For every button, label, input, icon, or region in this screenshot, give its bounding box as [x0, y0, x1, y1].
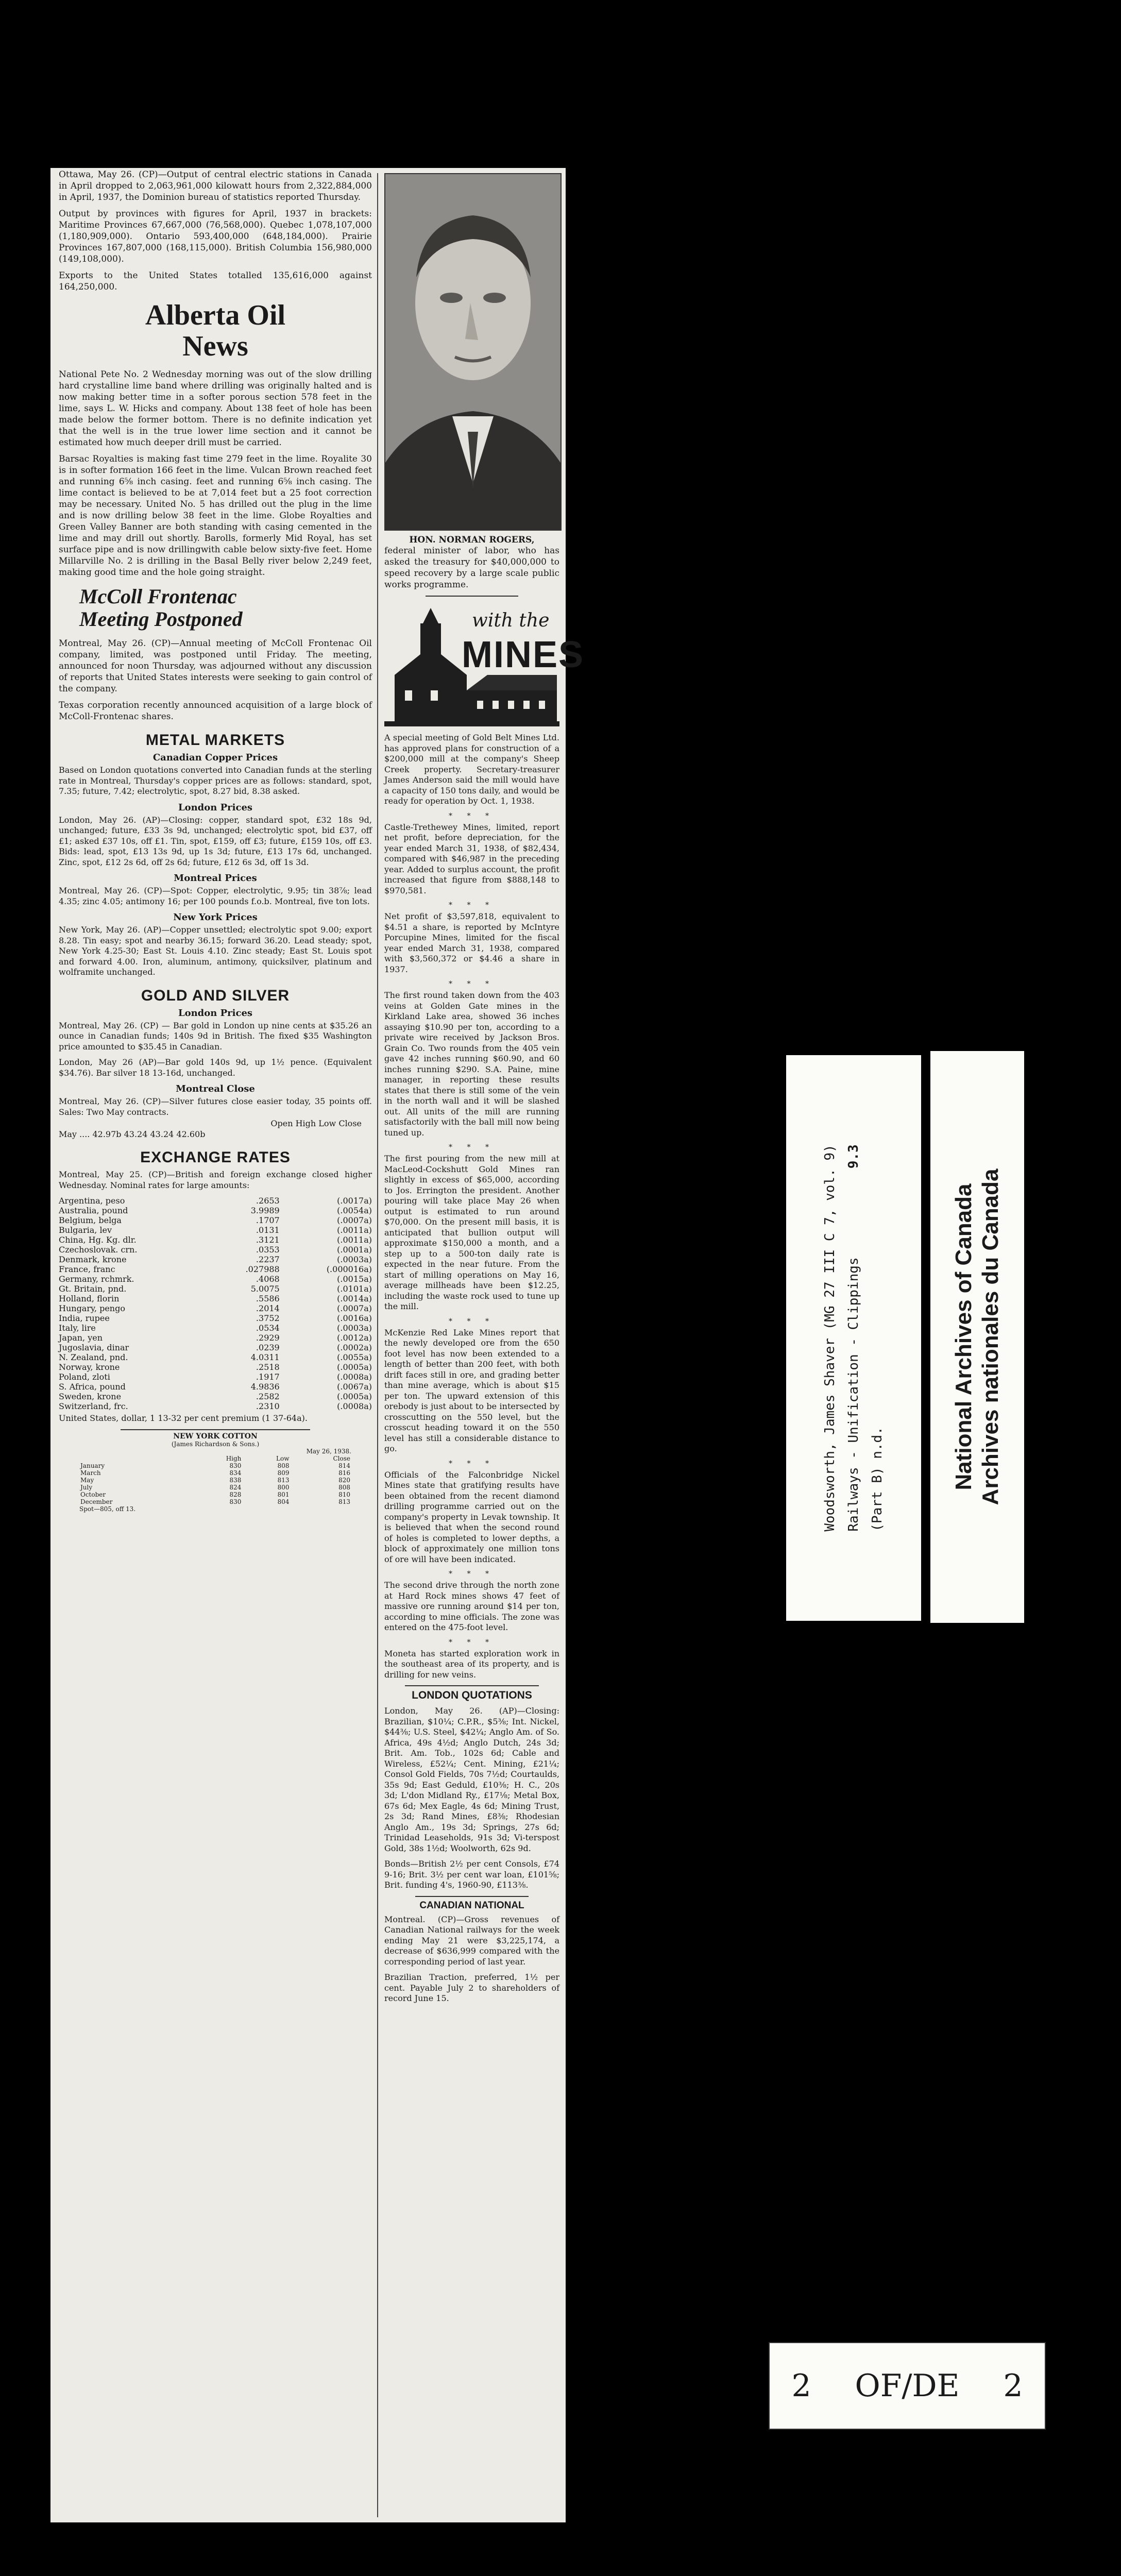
exchange-row	[59, 1235, 372, 1245]
cotton-row	[79, 1477, 351, 1484]
rate-value: .2014	[256, 1303, 280, 1313]
rate-value: .5586	[256, 1294, 280, 1303]
subheading: Canadian Copper Prices	[152, 752, 278, 763]
paragraph: London, May 26 (AP)—Bar gold 140s 9d, up 1½ pence. (Equivalent $34.76). Bar silver 18 13-16d, unchanged.	[59, 1057, 372, 1078]
paragraph: Montreal. (CP)—Gross revenues of Canadian National railways for the week ending May 21 were $3,225,174, a decrease of $636,999 compared with the corresponding period of last year.	[384, 1914, 559, 1967]
exchange-row	[59, 1255, 372, 1264]
paragraph: Montreal, May 26. (CP)—Annual meeting of McColl Frontenac Oil company, limited, was postponed until Friday. The meeting, announced for noon Thursday, was adjourned without any discussion of reports that United States interests were seeking to gain control of the company.	[59, 638, 372, 694]
rate-value: .2653	[256, 1196, 280, 1206]
frame-id-right: 2	[1003, 2368, 1023, 2404]
institution-english: National Archives of Canada	[951, 1183, 976, 1490]
heading-metal-markets: METAL MARKETS	[145, 732, 285, 749]
exchange-row	[59, 1401, 372, 1411]
separator: * * *	[449, 901, 495, 909]
paragraph: Officials of the Falconbridge Nickel Mines state that gratifying results have been obtained from the recent diamond drilling programme carried out on the company's property in Levak township. It is believed that when the second round of holes is completed to lower depths, a block of approximately one million tons of ore will have been indicated.	[384, 1469, 559, 1564]
rate-value: .3752	[256, 1313, 280, 1323]
separator: * * *	[449, 811, 495, 820]
rate-value: .0534	[256, 1323, 280, 1333]
paragraph: Based on London quotations converted into Canadian funds at the sterling rate in Montreal, Thursday's copper prices are as follows: standard, spot, 7.35; future, 7.42; electrolytic, spot, 8.27 bid, 8.38 asked.	[59, 765, 372, 796]
institution-french: Archives nationales du Canada	[978, 1168, 1003, 1505]
exchange-row	[59, 1313, 372, 1323]
reference-text-block	[818, 1144, 889, 1531]
paragraph: Barsac Royalties is making fast time 279 feet in the lime. Royalite 30 is in softer formation 166 feet in the lime. Vulcan Brown reached feet and running 6⅝ inch casing. feet and running 6⅝ inch casing. The lime contact is believed to be at 7,014 feet but a 25 foot correction may be necessary. United No. 5 has drilled out the plug in the lime and is now drilling below 38 feet in the lime. Globe Royalties and Green Valley Banner are both standing with casing cemented in the lime and may drill out shortly. Barolls, formerly Mid Royal, has set surface pipe and is now drillingwith cable below sixty-five feet. Home Millarville No. 2 is drilling in the Basal Belly river below 2,249 feet, making good time and the hole going straight.	[59, 454, 372, 578]
currency-name: Norway, krone	[59, 1362, 120, 1372]
subheading: London Prices	[178, 1007, 253, 1019]
currency-name: Poland, zloti	[59, 1372, 110, 1382]
banner-top-text: with the	[472, 610, 550, 631]
cotton-row	[79, 1491, 351, 1498]
cotton-price: 809	[277, 1469, 290, 1477]
exchange-footer: United States, dollar, 1 13-32 per cent premium (1 37-64a).	[59, 1413, 308, 1423]
reference-subject: Railways - Unification - Clippings	[846, 1257, 861, 1532]
exchange-row	[59, 1274, 372, 1284]
paragraph: London, May 26. (AP)—Closing: Brazilian, $10¼; C.P.R., $5⅜; Int. Nickel, $44⅜; U.S. Steel, $42¼; Anglo Am. of So. Africa, 49s 4½d; Anglo Dutch, 24s 3d; Brit. Am. Tob., 102s 6d; Cable and Wireless, £52¼; Cent. Mining, £21¼; Consol Gold Fields, 70s 7½d; Courtaulds, 35s 9d; East Geduld, £10⅜; H. C., 20s 3d; L'don Midland Ry., £17⅛; Metal Box, 67s 6d; Mex Eagle, 4s 6d; Mining Trust, 2s 3d; Rand Mines, £8⅜; Rhodesian Anglo Am., 19s 3d; Springs, 27s 6d; Trinidad Leaseholds, 91s 3d; Vi-terspost Gold, 38s 1½d; Woolworth, 62s 9d.	[384, 1706, 559, 1853]
cotton-price: 808	[338, 1483, 350, 1491]
rate-value: .2310	[256, 1401, 280, 1411]
rate-value: .4068	[256, 1274, 280, 1284]
rate-change: (.0012a)	[337, 1333, 372, 1343]
rate-value: .2582	[256, 1392, 280, 1401]
currency-name: Bulgaria, lev	[59, 1225, 112, 1235]
currency-name: Holland, florin	[59, 1294, 120, 1303]
cotton-price: 813	[277, 1476, 290, 1484]
rate-change: (.0014a)	[337, 1294, 372, 1303]
divider	[121, 1429, 310, 1430]
rate-change: (.0005a)	[337, 1362, 372, 1372]
reference-file-number: 9.3	[846, 1144, 861, 1169]
subheading: Montreal Close	[176, 1083, 255, 1094]
cotton-price: 813	[338, 1498, 350, 1505]
rate-change: (.0008a)	[337, 1372, 372, 1382]
currency-name: China, Hg. Kg. dlr.	[59, 1235, 137, 1245]
rate-change: (.0054a)	[337, 1206, 372, 1215]
currency-name: N. Zealand, pnd.	[59, 1352, 128, 1362]
cotton-price: 800	[277, 1483, 290, 1491]
divider	[405, 1685, 539, 1686]
rate-value: .0131	[256, 1225, 280, 1235]
cotton-row	[79, 1484, 351, 1491]
cotton-month: December	[80, 1498, 113, 1505]
currency-name: Hungary, pengo	[59, 1303, 125, 1313]
separator: * * *	[449, 1143, 495, 1151]
reference-line-3: (Part B) n.d.	[870, 1427, 885, 1532]
rate-change: (.000016a)	[326, 1264, 372, 1274]
paragraph: Montreal, May 26. (CP)—Spot: Copper, electrolytic, 9.95; tin 38⅞; lead 4.35; zinc 4.05; antimony 16; per 100 pounds f.o.b. Montreal, five ton lots.	[59, 886, 372, 906]
cotton-month: July	[80, 1483, 93, 1491]
paragraph: Bonds—British 2½ per cent Consols, £74 9-16; Brit. 3½ per cent war loan, £101⅝; Brit. funding 4's, 1960-90, £113⅜.	[384, 1859, 559, 1890]
rate-change: (.0017a)	[337, 1196, 372, 1206]
section-gold-silver	[59, 987, 372, 1140]
futures-header: Open High Low Close	[270, 1118, 362, 1128]
cotton-month: March	[80, 1469, 101, 1477]
right-column	[384, 168, 585, 2522]
headline-alberta-oil: Alberta Oil News	[145, 299, 286, 362]
cotton-price: 820	[338, 1476, 350, 1484]
paragraph: The second drive through the north zone at Hard Rock mines shows 47 feet of massive ore running around $14 per ton, according to mine officials. The zone was entered on the 475-foot level.	[384, 1580, 559, 1632]
banner-main-text: MINES	[462, 634, 585, 675]
heading-ny-cotton: NEW YORK COTTON	[173, 1432, 258, 1440]
cotton-price: 816	[338, 1469, 350, 1477]
paragraph: Moneta has started exploration work in the southeast area of its property, and is drilling for new veins.	[384, 1648, 559, 1680]
rate-value: .1707	[256, 1215, 280, 1225]
exchange-row	[59, 1362, 372, 1372]
portrait-photo	[384, 173, 562, 531]
exchange-row	[59, 1245, 372, 1255]
currency-name: Jugoslavia, dinar	[59, 1343, 129, 1352]
article-power-output	[59, 168, 372, 293]
heading-exchange-rates: EXCHANGE RATES	[140, 1149, 291, 1166]
heading-canadian-national: CANADIAN NATIONAL	[419, 1900, 524, 1911]
currency-name: Sweden, krone	[59, 1392, 122, 1401]
subheading: New York Prices	[173, 912, 258, 923]
headline-mccoll: McColl Frontenac Meeting Postponed	[79, 585, 243, 631]
currency-name: S. Africa, pound	[59, 1382, 126, 1392]
cotton-month: May	[80, 1476, 94, 1484]
cotton-row	[79, 1462, 351, 1469]
currency-name: Switzerland, frc.	[59, 1401, 128, 1411]
cotton-price: 828	[229, 1490, 242, 1498]
exchange-row	[59, 1225, 372, 1235]
rate-change: (.0016a)	[337, 1313, 372, 1323]
separator: * * *	[449, 1638, 495, 1647]
exchange-row	[59, 1215, 372, 1225]
exchange-row	[59, 1333, 372, 1343]
separator: * * *	[449, 980, 495, 988]
rate-change: (.0067a)	[337, 1382, 372, 1392]
paragraph: McKenzie Red Lake Mines report that the newly developed ore from the 650 foot level has now been extended to a length of better than 200 feet, with both drift faces still in ore, and grading better than mine average, which is about $15 per ton. The upward extension of this orebody is just about to be intersected by crosscutting on the 550 level, but the crosscut heading toward it on the 550 level has still a considerable distance to go.	[384, 1327, 559, 1453]
with-the-mines-banner	[384, 603, 585, 726]
paragraph: Brazilian Traction, preferred, 1½ per cent. Payable July 2 to shareholders of record June 15.	[384, 1972, 559, 2003]
paragraph: Net profit of $3,597,818, equivalent to $4.51 a share, is reported by McIntyre Porcupine Mines, limited for the fiscal year ended March 31, 1938, compared with $3,560,372 or $4.46 a share in 1937.	[384, 911, 559, 974]
rate-value: .027988	[245, 1264, 280, 1274]
exchange-row	[59, 1196, 372, 1206]
rate-value: .0353	[256, 1245, 280, 1255]
currency-name: Australia, pound	[59, 1206, 128, 1215]
cotton-price: 830	[229, 1498, 242, 1505]
currency-name: Gt. Britain, pnd.	[59, 1284, 127, 1294]
reference-line-1: Woodsworth, James Shaver (MG 27 III C 7, vol. 9)	[822, 1144, 838, 1532]
rate-change: (.0015a)	[337, 1274, 372, 1284]
rate-value: .2518	[256, 1362, 280, 1372]
divider	[415, 1896, 529, 1897]
section-ny-cotton	[59, 1432, 372, 1513]
paragraph: Castle-Trethewey Mines, limited, report net profit, before depreciation, for the year ended March 31, 1938, of $82,434, compared with $46,987 in the preceding year. Added to surplus account, the profit increased that figure from $888,148 to $970,581.	[384, 822, 559, 895]
cotton-date: May 26, 1938.	[306, 1447, 351, 1455]
exchange-row	[59, 1372, 372, 1382]
section-exchange-rates	[59, 1149, 372, 1424]
exchange-table	[59, 1196, 372, 1411]
exchange-row	[59, 1206, 372, 1215]
heading-gold-silver: GOLD AND SILVER	[141, 987, 290, 1004]
paragraph: Ottawa, May 26. (CP)—Output of central electric stations in Canada in April dropped to 2,063,961,000 kilowatt hours from 2,322,884,000 in April, 1937, the Dominion bureau of statistics reported Thursday.	[59, 170, 372, 202]
exchange-row	[59, 1264, 372, 1274]
caption-text: federal minister of labor, who has asked the treasury for $40,000,000 to speed recovery by a large scale public works programme.	[384, 546, 559, 590]
exchange-row	[59, 1352, 372, 1362]
rate-value: .1917	[256, 1372, 280, 1382]
column-divider	[377, 173, 378, 2517]
rate-change: (.0005a)	[337, 1392, 372, 1401]
rate-value: .2237	[256, 1255, 280, 1264]
cotton-price: 830	[229, 1462, 242, 1469]
cotton-month: October	[80, 1490, 106, 1498]
cotton-month: January	[80, 1462, 105, 1469]
paragraph: London, May 26. (AP)—Closing: copper, standard spot, £32 18s 9d, unchanged; future, £33 3s 9d, unchanged; electrolytic spot, bid £37, off £1; asked £37 10s, off £1. Tin, spot, £159, off £3; future, £159 10s, off £3. Bids: lead, spot, £13 13s 9d, up 1s 3d; future, £13 17s 6d, unchanged. Zinc, spot, £12 2s 6d, off 2s 6d; future, £12 6s 3d, off 1s 3d.	[59, 815, 372, 867]
cotton-price: 808	[277, 1462, 290, 1469]
exchange-row	[59, 1294, 372, 1303]
currency-name: France, franc	[59, 1264, 115, 1274]
left-column	[59, 168, 372, 2522]
cotton-table	[79, 1455, 351, 1505]
cotton-price: 834	[229, 1469, 242, 1477]
article-alberta-oil	[59, 300, 372, 578]
rate-value: 3.9989	[250, 1206, 280, 1215]
paragraph: A special meeting of Gold Belt Mines Ltd. has approved plans for construction of a $200,000 mill at the company's Sheep Creek property. Secretary-treasurer James Anderson said the mill would have a capacity of 150 tons daily, and would be ready for operation by Oct. 1, 1938.	[384, 733, 559, 806]
cotton-row	[79, 1498, 351, 1505]
rate-change: (.0001a)	[337, 1245, 372, 1255]
cotton-column-header: Low	[276, 1454, 290, 1462]
paragraph: New York, May 26. (AP)—Copper unsettled; electrolytic spot 9.00; export 8.28. Tin easy; spot and nearby 36.15; forward 36.20. Lead steady; spot, New York 4.25-30; East St. Louis 4.10. Zinc steady; East St. Louis spot and forward 4.00. Iron, aluminum, antimony, quicksilver, platinum and wolframite unchanged.	[59, 925, 372, 977]
exchange-row	[59, 1323, 372, 1333]
exchange-row	[59, 1382, 372, 1392]
currency-name: Denmark, krone	[59, 1255, 127, 1264]
cotton-price: 838	[229, 1476, 242, 1484]
portrait-illustration	[385, 174, 560, 530]
section-metal-markets	[59, 732, 372, 978]
frame-id-left: 2	[791, 2368, 811, 2404]
rate-value: 4.9836	[250, 1382, 280, 1392]
currency-name: Italy, lire	[59, 1323, 96, 1333]
currency-name: Argentina, peso	[59, 1196, 125, 1206]
paragraph: Texas corporation recently announced acquisition of a large block of McColl-Frontenac shares.	[59, 700, 372, 722]
rate-change: (.0011a)	[337, 1235, 372, 1245]
separator: * * *	[449, 1570, 495, 1578]
paragraph: The first round taken down from the 403 veins at Golden Gate mines in the Kirkland Lake area, showed 36 inches assaying $10.90 per ton, according to a private wire received by Jackson Bros. Grain Co. Two rounds from the 405 vein gave 42 inches running $60.90, and 60 inches running $290. S.A. Paine, mine manager, in reporting these results states that there is still some of the vein in the north wall and it will be slashed out. All units of the mill are running satisfactorily with the ball mill now being tuned up.	[384, 990, 559, 1138]
heading-london-quotations: LONDON QUOTATIONS	[412, 1689, 532, 1701]
exchange-row	[59, 1284, 372, 1294]
paragraph: Output by provinces with figures for April, 1937 in brackets: Maritime Provinces 67,667,000 (76,568,000). Quebec 1,078,107,000 (1,180,909,000). Ontario 593,400,000 (648,184,000). Prairie Provinces 167,807,000 (168,115,000). British Columbia 156,980,000 (149,108,000).	[59, 209, 372, 264]
cotton-price: 814	[338, 1462, 350, 1469]
caption-name: HON. NORMAN ROGERS,	[409, 535, 535, 545]
separator: * * *	[449, 1459, 495, 1468]
rate-change: (.0003a)	[337, 1255, 372, 1264]
cotton-price: 824	[229, 1483, 242, 1491]
cotton-column-header	[79, 1455, 188, 1462]
subheading: London Prices	[178, 802, 253, 813]
paragraph: National Pete No. 2 Wednesday morning was out of the slow drilling hard crystalline lime band where drilling was originally halted and is now making better time in a softer porous section 578 feet in the lime, says L. W. Hicks and company. About 138 feet of hole has been made below the former bottom. There is no definite indication yet that the well is in the true lower lime section and it cannot be estimated how much deeper drill must be carried.	[59, 369, 372, 448]
rate-change: (.0007a)	[337, 1215, 372, 1225]
cotton-price: 801	[277, 1490, 290, 1498]
rate-change: (.0007a)	[337, 1303, 372, 1313]
exchange-row	[59, 1343, 372, 1352]
article-mccoll	[59, 585, 372, 722]
divider	[426, 596, 518, 597]
separator: * * *	[449, 1317, 495, 1326]
rate-change: (.0002a)	[337, 1343, 372, 1352]
rate-change: (.0055a)	[337, 1352, 372, 1362]
paragraph: The first pouring from the new mill at MacLeod-Cockshutt Gold Mines ran slightly in excess of $65,000, according to Jos. Errington the president. Another pouring will take place May 26 when output is estimated to run around $70,000. On the present mill basis, it is anticipated that bullion output will approximate $150,000 a month, and a step up to a 500-ton daily rate is expected in the near future. From the start of milling operations on May 16, average millheads have been $12.25, including the waste rock used to tune up the mill.	[384, 1154, 559, 1311]
cotton-price: 804	[277, 1498, 290, 1505]
cotton-column-header: Close	[333, 1454, 350, 1462]
section-london-quotations	[384, 1689, 559, 1891]
paragraph: Montreal, May 25. (CP)—British and foreign exchange closed higher Wednesday. Nominal rates for large amounts:	[59, 1170, 372, 1190]
paragraph: Montreal, May 26. (CP) — Bar gold in London up nine cents at $35.26 an ounce in Canadian funds; 140s 9d in British. The fixed $35 Washington price amounted to $35.45 in Canadian.	[59, 1020, 372, 1052]
cotton-price: 810	[338, 1490, 350, 1498]
rate-change: (.0101a)	[337, 1284, 372, 1294]
frame-id-middle: OF/DE	[855, 2368, 960, 2404]
newspaper-clipping	[50, 168, 585, 2522]
cotton-subheading: (James Richardson & Sons.)	[171, 1440, 260, 1448]
rate-change: (.0008a)	[337, 1401, 372, 1411]
paragraph: Exports to the United States totalled 135,616,000 against 164,250,000.	[59, 270, 372, 292]
rate-value: .0239	[256, 1343, 280, 1352]
cotton-footer: Spot—805, off 13.	[79, 1505, 136, 1513]
institution-text-block	[950, 1169, 1004, 1505]
subheading: Montreal Prices	[174, 873, 257, 884]
rate-value: .2929	[256, 1333, 280, 1343]
section-mines-news	[384, 733, 559, 1680]
rate-change: (.0003a)	[337, 1323, 372, 1333]
rate-value: .3121	[256, 1235, 280, 1245]
currency-name: Germany, rchmrk.	[59, 1274, 134, 1284]
currency-name: India, rupee	[59, 1313, 110, 1323]
cotton-column-header: High	[226, 1454, 242, 1462]
section-canadian-national	[384, 1900, 559, 2004]
rate-value: 5.0075	[250, 1284, 280, 1294]
rate-change: (.0011a)	[337, 1225, 372, 1235]
frame-identifier	[769, 2342, 1046, 2430]
rate-value: 4.0311	[250, 1352, 280, 1362]
currency-name: Czechoslovak. crn.	[59, 1245, 138, 1255]
photo-caption	[384, 535, 559, 590]
currency-name: Japan, yen	[59, 1333, 103, 1343]
archive-reference-label	[786, 1055, 921, 1621]
cotton-row	[79, 1469, 351, 1477]
currency-name: Belgium, belga	[59, 1215, 122, 1225]
futures-row: May .... 42.97b 43.24 43.24 42.60b	[59, 1129, 206, 1139]
archive-institution-label	[930, 1051, 1024, 1623]
exchange-row	[59, 1392, 372, 1401]
paragraph: Montreal, May 26. (CP)—Silver futures close easier today, 35 points off. Sales: Two May contracts.	[59, 1096, 372, 1117]
reference-line-2	[842, 1144, 865, 1531]
exchange-row	[59, 1303, 372, 1313]
